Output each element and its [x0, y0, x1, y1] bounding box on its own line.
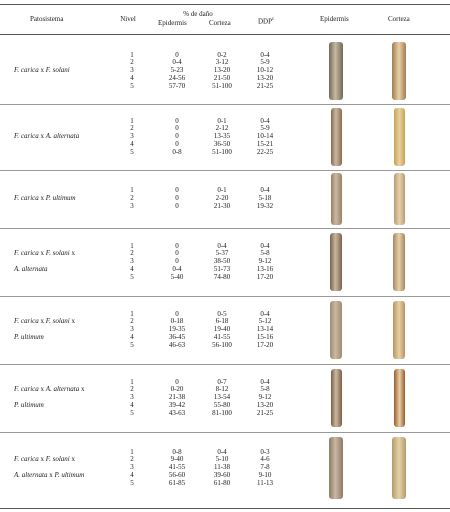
level-cell: 1: [130, 186, 134, 195]
ddp-cell: 11-13: [256, 478, 274, 487]
header-level: Nivel: [120, 15, 136, 23]
epidermis-cell: 0: [175, 194, 179, 203]
ddp-cell: 0-4: [260, 377, 270, 386]
bark-cell: 5-37: [215, 249, 229, 258]
level-cell: 1: [130, 447, 134, 456]
ddp-cell: 9-10: [258, 470, 272, 479]
level-cell: 5: [130, 478, 134, 487]
level-cell: 2: [130, 58, 134, 67]
pathosystem-label-part: F. solani: [45, 455, 70, 463]
ddp-cell: 5-18: [258, 194, 272, 203]
pathosystem-label-part: F. carica: [14, 194, 39, 202]
header-ddp-text: DDP: [258, 17, 273, 26]
header-ddp-superscript: c: [272, 17, 275, 22]
group-separator-rule: [0, 228, 450, 229]
header-photo-bark: Corteza: [388, 15, 410, 23]
bark-cell: 61-80: [213, 478, 231, 487]
pathosystem-label-part: x: [38, 385, 46, 393]
epidermis-cell: 5-40: [170, 272, 184, 281]
epidermis-photo: [329, 42, 343, 100]
bark-cell: 0-5: [217, 309, 227, 318]
epidermis-photo: [329, 437, 343, 499]
bark-cell: 11-38: [213, 463, 231, 472]
bark-cell: 81-100: [212, 408, 232, 417]
pathosystem-label-part: F. carica: [14, 132, 39, 140]
epidermis-photo: [330, 301, 342, 359]
pathosystem-label: [14, 456, 75, 464]
header-photo-epidermis: Epidermis: [320, 15, 349, 23]
header-rule: [0, 34, 450, 35]
bark-cell: 2-12: [215, 124, 229, 133]
level-cell: 4: [130, 139, 134, 148]
table-top-rule: [0, 4, 450, 5]
ddp-cell: 21-25: [256, 81, 274, 90]
pathosystem-label-part: P. ultimum: [54, 471, 85, 479]
ddp-cell: 17-20: [256, 340, 274, 349]
bark-cell: 13-20: [213, 66, 231, 75]
bark-cell: 21-50: [213, 73, 231, 82]
epidermis-cell: 0: [175, 139, 179, 148]
group-separator-rule: [0, 104, 450, 105]
pathosystem-label: [14, 67, 70, 75]
ddp-cell: 0-3: [260, 447, 270, 456]
ddp-cell: 4-6: [260, 455, 270, 464]
level-cell: 1: [130, 309, 134, 318]
epidermis-cell: 56-60: [168, 470, 186, 479]
bark-cell: 0-4: [217, 447, 227, 456]
pathosystem-label-part: x: [38, 132, 46, 140]
level-cell: 5: [130, 272, 134, 281]
level-cell: 2: [130, 455, 134, 464]
epidermis-cell: 0-20: [170, 385, 184, 394]
epidermis-cell: 0: [175, 116, 179, 125]
level-cell: 4: [130, 332, 134, 341]
pathosystem-label-part: A. alternata: [45, 385, 80, 393]
bark-cell: 51-100: [212, 81, 232, 90]
bark-cell: 21-30: [213, 201, 231, 210]
bark-photo: [392, 42, 406, 100]
pathosystem-label-part: x: [69, 455, 76, 463]
epidermis-cell: 0: [175, 249, 179, 258]
pathosystem-label-part: F. carica: [14, 249, 39, 257]
level-cell: 3: [130, 201, 134, 210]
ddp-cell: 5-8: [260, 249, 270, 258]
ddp-cell: 5-9: [260, 124, 270, 133]
epidermis-photo: [331, 369, 342, 427]
epidermis-cell: 0: [175, 124, 179, 133]
pathosystem-label: [14, 402, 44, 410]
epidermis-cell: 0-4: [172, 264, 182, 273]
level-cell: 4: [130, 264, 134, 273]
epidermis-cell: 0: [175, 186, 179, 195]
pathosystem-label: [14, 318, 75, 326]
pathosystem-label-part: x: [38, 194, 46, 202]
bark-photo: [393, 301, 405, 359]
level-cell: 5: [130, 81, 134, 90]
group-separator-rule: [0, 170, 450, 171]
epidermis-cell: 21-38: [168, 393, 186, 402]
ddp-cell: 0-4: [260, 50, 270, 59]
group-separator-rule: [0, 432, 450, 433]
epidermis-cell: 57-70: [168, 81, 186, 90]
ddp-cell: 5-8: [260, 385, 270, 394]
pathosystem-label-part: x: [69, 317, 76, 325]
bark-photo: [393, 233, 405, 291]
bark-photo: [394, 173, 405, 225]
epidermis-cell: 46-63: [168, 340, 186, 349]
bark-cell: 55-80: [213, 400, 231, 409]
level-cell: 1: [130, 377, 134, 386]
bark-cell: 2-20: [215, 194, 229, 203]
pathosystem-label: [14, 334, 44, 342]
pathosystem-label: [14, 472, 84, 480]
bark-photo: [394, 108, 405, 166]
pathosystem-label: [14, 195, 76, 203]
epidermis-cell: 0-18: [170, 317, 184, 326]
ddp-cell: 0-4: [260, 186, 270, 195]
epidermis-cell: 0: [175, 257, 179, 266]
level-cell: 3: [130, 132, 134, 141]
bark-cell: 6-18: [215, 317, 229, 326]
bark-cell: 38-50: [213, 257, 231, 266]
bark-cell: 74-80: [213, 272, 231, 281]
ddp-cell: 0-4: [260, 309, 270, 318]
pathosystem-label-part: P. ultimum: [45, 194, 76, 202]
pathosystem-label-part: x: [69, 249, 76, 257]
level-cell: 3: [130, 66, 134, 75]
bark-cell: 5-10: [215, 455, 229, 464]
ddp-cell: 0-4: [260, 241, 270, 250]
ddp-cell: 17-20: [256, 272, 274, 281]
pathosystem-label-part: F. carica: [14, 317, 39, 325]
bark-photo: [392, 437, 406, 499]
ddp-cell: 9-12: [258, 393, 272, 402]
pathosystem-label-part: F. carica: [14, 66, 39, 74]
epidermis-cell: 43-63: [168, 408, 186, 417]
level-cell: 1: [130, 50, 134, 59]
pathosystem-label-part: x: [38, 317, 46, 325]
pathosystem-label: [14, 133, 79, 141]
ddp-cell: 21-25: [256, 408, 274, 417]
group-separator-rule: [0, 296, 450, 297]
level-cell: 3: [130, 325, 134, 334]
epidermis-cell: 0-8: [172, 447, 182, 456]
pathosystem-label: [14, 250, 75, 258]
bark-cell: 0-2: [217, 50, 227, 59]
ddp-cell: 10-12: [256, 66, 274, 75]
ddp-cell: 13-20: [256, 73, 274, 82]
ddp-cell: 22-25: [256, 147, 274, 156]
pathosystem-label-part: P. ultimum: [14, 401, 44, 409]
pathosystem-label-part: x: [47, 471, 55, 479]
pathosystem-label-part: x: [38, 455, 46, 463]
header-ddp: [258, 16, 274, 26]
pathosystem-label: [14, 266, 47, 274]
bark-cell: 0-4: [217, 241, 227, 250]
ddp-cell: 5-9: [260, 58, 270, 67]
ddp-cell: 19-32: [256, 201, 274, 210]
bark-cell: 8-12: [215, 385, 229, 394]
level-cell: 2: [130, 385, 134, 394]
ddp-cell: 5-12: [258, 317, 272, 326]
pathosystem-label-part: F. solani: [45, 66, 70, 74]
level-cell: 2: [130, 249, 134, 258]
epidermis-cell: 36-45: [168, 332, 186, 341]
pathosystem-label-part: A. alternata: [45, 132, 80, 140]
pathosystem-label-part: A. alternata: [14, 265, 48, 273]
pathosystem-label-part: P. ultimum: [14, 333, 44, 341]
group-separator-rule: [0, 364, 450, 365]
level-cell: 3: [130, 257, 134, 266]
level-cell: 2: [130, 194, 134, 203]
level-cell: 5: [130, 408, 134, 417]
pathosystem-label-part: x: [79, 385, 85, 393]
pathosystem-label-part: A. alternata: [14, 471, 48, 479]
table-bottom-rule: [0, 508, 450, 509]
bark-cell: 0-1: [217, 186, 227, 195]
bark-cell: 0-1: [217, 116, 227, 125]
level-cell: 1: [130, 116, 134, 125]
epidermis-cell: 0: [175, 241, 179, 250]
header-pathosystem: Patosistema: [30, 15, 64, 23]
epidermis-cell: 0: [175, 201, 179, 210]
level-cell: 2: [130, 124, 134, 133]
ddp-cell: 15-21: [256, 139, 274, 148]
epidermis-cell: 41-55: [168, 463, 186, 472]
epidermis-cell: 5-23: [170, 66, 184, 75]
epidermis-photo: [331, 173, 342, 225]
epidermis-cell: 9-40: [170, 455, 184, 464]
level-cell: 5: [130, 147, 134, 156]
bark-cell: 0-7: [217, 377, 227, 386]
pathosystem-label: [14, 386, 84, 394]
ddp-cell: 9-12: [258, 257, 272, 266]
bark-cell: 36-50: [213, 139, 231, 148]
ddp-cell: 0-4: [260, 116, 270, 125]
ddp-cell: 13-20: [256, 400, 274, 409]
level-cell: 5: [130, 340, 134, 349]
pathosystem-label-part: F. carica: [14, 455, 39, 463]
epidermis-cell: 0: [175, 377, 179, 386]
level-cell: 1: [130, 241, 134, 250]
epidermis-cell: 0-8: [172, 147, 182, 156]
pathosystem-label-part: F. solani: [45, 317, 70, 325]
level-cell: 3: [130, 463, 134, 472]
level-cell: 4: [130, 470, 134, 479]
ddp-cell: 7-8: [260, 463, 270, 472]
level-cell: 4: [130, 400, 134, 409]
bark-cell: 19-40: [213, 325, 231, 334]
bark-cell: 3-12: [215, 58, 229, 67]
bark-cell: 39-60: [213, 470, 231, 479]
header-bark: Corteza: [209, 19, 231, 27]
pathosystem-label-part: x: [38, 249, 46, 257]
level-cell: 4: [130, 73, 134, 82]
epidermis-cell: 0: [175, 309, 179, 318]
bark-cell: 13-35: [213, 132, 231, 141]
ddp-cell: 15-16: [256, 332, 274, 341]
epidermis-photo: [330, 233, 342, 291]
level-cell: 2: [130, 317, 134, 326]
epidermis-cell: 61-85: [168, 478, 186, 487]
bark-cell: 51-100: [212, 147, 232, 156]
ddp-cell: 13-16: [256, 264, 274, 273]
pathosystem-label-part: F. carica: [14, 385, 39, 393]
epidermis-cell: 0-4: [172, 58, 182, 67]
epidermis-cell: 0: [175, 50, 179, 59]
pathosystem-label-part: x: [38, 66, 46, 74]
ddp-cell: 13-14: [256, 325, 274, 334]
ddp-cell: 10-14: [256, 132, 274, 141]
header-epidermis: Epidermis: [158, 19, 187, 27]
bark-photo: [394, 369, 405, 427]
bark-cell: 13-54: [213, 393, 231, 402]
epidermis-photo: [331, 108, 342, 166]
header-damage-group: % de daño: [183, 10, 213, 18]
bark-cell: 51-73: [213, 264, 231, 273]
epidermis-cell: 39-42: [168, 400, 186, 409]
epidermis-cell: 19-35: [168, 325, 186, 334]
bark-cell: 56-100: [212, 340, 232, 349]
epidermis-cell: 24-56: [168, 73, 186, 82]
level-cell: 3: [130, 393, 134, 402]
pathosystem-label-part: F. solani: [45, 249, 70, 257]
epidermis-cell: 0: [175, 132, 179, 141]
bark-cell: 41-55: [213, 332, 231, 341]
